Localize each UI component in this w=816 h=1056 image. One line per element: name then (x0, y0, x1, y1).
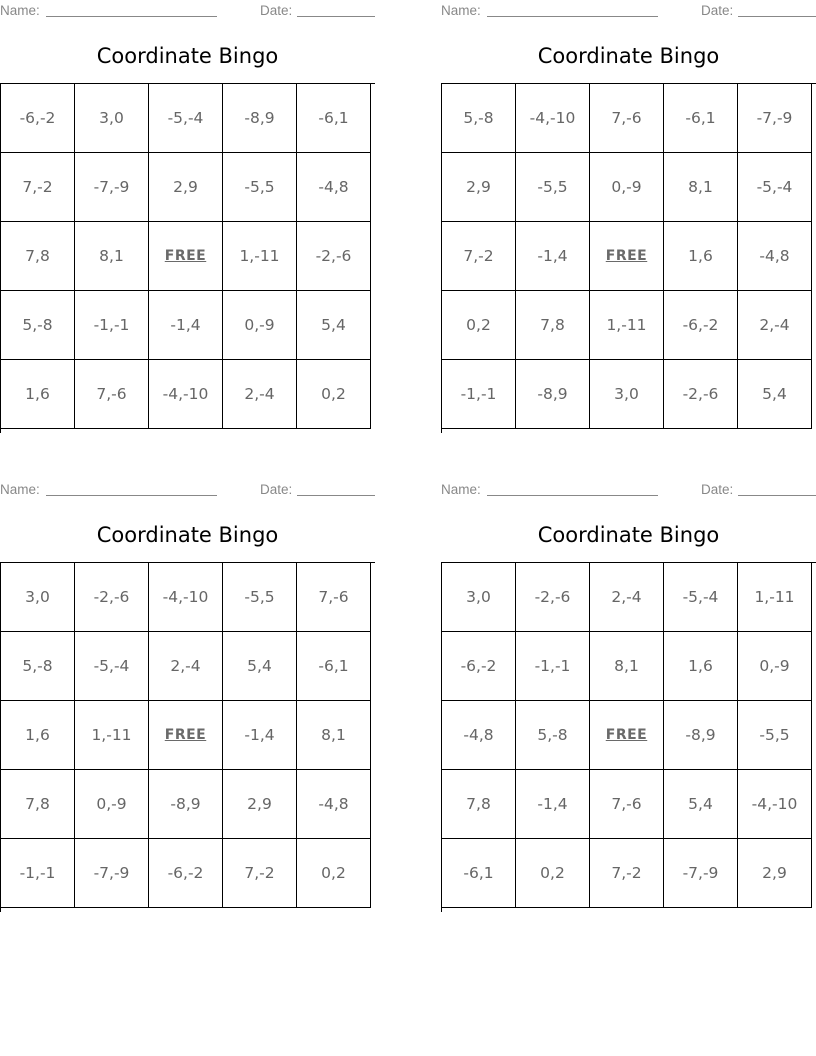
cell-value: -1,4 (537, 247, 568, 265)
cell-value: 2,9 (762, 864, 787, 882)
cell-value: -5,-4 (93, 657, 130, 675)
cell-value: -1,4 (170, 316, 201, 334)
free-space (149, 701, 223, 770)
bingo-cell (1, 839, 75, 908)
free-space-label: FREE (605, 727, 648, 743)
bingo-cell (516, 839, 590, 908)
cell-value: 7,8 (25, 795, 50, 813)
cell-value: 7,8 (466, 795, 491, 813)
date-label: Date: (260, 3, 293, 18)
bingo-cell (75, 360, 149, 429)
card-header (0, 3, 375, 19)
bingo-cell (590, 84, 664, 153)
bingo-cell (297, 84, 371, 153)
bingo-grid (0, 83, 375, 433)
bingo-cell (590, 563, 664, 632)
date-line (297, 495, 375, 496)
bingo-cell (297, 701, 371, 770)
bingo-cell (297, 632, 371, 701)
bingo-cell (223, 770, 297, 839)
cell-value: -5,5 (244, 178, 275, 196)
cell-value: 5,4 (688, 795, 713, 813)
cell-value: 0,-9 (611, 178, 642, 196)
bingo-cell (738, 770, 812, 839)
cell-value: -6,-2 (460, 657, 497, 675)
bingo-cell (516, 632, 590, 701)
free-space (590, 222, 664, 291)
cell-value: 7,8 (25, 247, 50, 265)
cell-value: -8,9 (170, 795, 201, 813)
free-space (590, 701, 664, 770)
bingo-cell (1, 360, 75, 429)
cell-value: 5,-8 (22, 316, 53, 334)
card-header (441, 3, 816, 19)
bingo-cell (297, 360, 371, 429)
card-title: Coordinate Bingo (96, 44, 279, 68)
bingo-cell (738, 839, 812, 908)
cell-value: -5,-4 (756, 178, 793, 196)
bingo-cell (738, 153, 812, 222)
bingo-cell (516, 360, 590, 429)
card-title: Coordinate Bingo (96, 523, 279, 547)
bingo-cell (442, 291, 516, 360)
bingo-cell (1, 563, 75, 632)
bingo-cell (1, 770, 75, 839)
bingo-cell (149, 632, 223, 701)
cell-value: 5,-8 (22, 657, 53, 675)
bingo-cell (664, 291, 738, 360)
cell-value: -2,-6 (93, 588, 130, 606)
bingo-cell (664, 360, 738, 429)
name-line (487, 16, 658, 17)
cell-value: -5,5 (244, 588, 275, 606)
bingo-cell (223, 839, 297, 908)
bingo-cell (223, 153, 297, 222)
bingo-cell (149, 153, 223, 222)
bingo-cell (75, 153, 149, 222)
cell-value: 2,-4 (244, 385, 275, 403)
name-line (46, 16, 217, 17)
cell-value: -4,8 (759, 247, 790, 265)
cell-value: 0,-9 (96, 795, 127, 813)
bingo-cell (75, 222, 149, 291)
bingo-cell (738, 701, 812, 770)
free-space-label: FREE (164, 248, 207, 264)
cell-value: 2,9 (466, 178, 491, 196)
bingo-cell (738, 360, 812, 429)
bingo-grid (0, 562, 375, 912)
bingo-cell (442, 770, 516, 839)
cell-value: -2,-6 (682, 385, 719, 403)
cell-value: 8,1 (614, 657, 639, 675)
cell-value: 8,1 (688, 178, 713, 196)
cell-value: 3,0 (466, 588, 491, 606)
cell-value: 0,2 (466, 316, 491, 334)
bingo-cell (516, 701, 590, 770)
cell-value: -6,1 (685, 109, 716, 127)
bingo-cell (664, 153, 738, 222)
cell-value: -2,-6 (315, 247, 352, 265)
cell-value: -7,-9 (756, 109, 793, 127)
bingo-cell (1, 632, 75, 701)
cell-value: 3,0 (25, 588, 50, 606)
bingo-cell (223, 701, 297, 770)
bingo-cell (75, 632, 149, 701)
cell-value: -6,1 (318, 109, 349, 127)
cell-value: -7,-9 (93, 178, 130, 196)
bingo-cell (297, 153, 371, 222)
bingo-cell (442, 563, 516, 632)
cell-value: -6,-2 (682, 316, 719, 334)
bingo-cell (223, 222, 297, 291)
cell-value: -6,1 (318, 657, 349, 675)
cell-value: 5,-8 (463, 109, 494, 127)
cell-value: -7,-9 (682, 864, 719, 882)
cell-value: 3,0 (99, 109, 124, 127)
bingo-cell (1, 701, 75, 770)
cell-value: -6,-2 (19, 109, 56, 127)
bingo-cell (75, 701, 149, 770)
bingo-cell (75, 291, 149, 360)
bingo-cell (664, 632, 738, 701)
card-title: Coordinate Bingo (537, 44, 720, 68)
bingo-cell (442, 153, 516, 222)
name-line (46, 495, 217, 496)
bingo-cell (664, 770, 738, 839)
cell-value: 1,6 (688, 657, 713, 675)
cell-value: -8,9 (537, 385, 568, 403)
cell-value: 7,-6 (96, 385, 127, 403)
cell-value: 1,6 (25, 726, 50, 744)
cell-value: -4,-10 (529, 109, 576, 127)
cell-value: 1,6 (25, 385, 50, 403)
bingo-cell (442, 360, 516, 429)
free-space-label: FREE (164, 727, 207, 743)
date-label: Date: (701, 3, 734, 18)
cell-value: -4,8 (318, 178, 349, 196)
bingo-cell (442, 839, 516, 908)
bingo-cell (75, 770, 149, 839)
cell-value: 0,2 (540, 864, 565, 882)
bingo-cell (442, 701, 516, 770)
cell-value: 5,-8 (537, 726, 568, 744)
bingo-cell (297, 291, 371, 360)
bingo-cell (590, 291, 664, 360)
card-header (0, 482, 375, 498)
date-line (738, 495, 816, 496)
cell-value: -5,5 (759, 726, 790, 744)
cell-value: 7,-6 (611, 795, 642, 813)
cell-value: 8,1 (321, 726, 346, 744)
bingo-cell (75, 839, 149, 908)
bingo-card-3 (0, 479, 375, 912)
bingo-grid (441, 83, 816, 433)
bingo-cell (297, 563, 371, 632)
bingo-cell (516, 563, 590, 632)
bingo-cell (738, 291, 812, 360)
cell-value: 0,-9 (759, 657, 790, 675)
cell-value: -6,1 (463, 864, 494, 882)
cell-value: 5,4 (247, 657, 272, 675)
bingo-cell (223, 84, 297, 153)
cell-value: -7,-9 (93, 864, 130, 882)
date-label: Date: (260, 482, 293, 497)
cell-value: 7,-6 (611, 109, 642, 127)
bingo-cell (738, 222, 812, 291)
bingo-cell (590, 839, 664, 908)
cell-value: -5,-4 (167, 109, 204, 127)
bingo-cell (75, 563, 149, 632)
cell-value: -2,-6 (534, 588, 571, 606)
bingo-cell (149, 563, 223, 632)
date-line (738, 16, 816, 17)
cell-value: 0,2 (321, 864, 346, 882)
bingo-cell (1, 153, 75, 222)
cell-value: -8,9 (685, 726, 716, 744)
bingo-cell (442, 632, 516, 701)
cell-value: 2,9 (173, 178, 198, 196)
bingo-cell (149, 839, 223, 908)
bingo-cell (738, 563, 812, 632)
bingo-cell (297, 770, 371, 839)
name-label: Name: (441, 3, 481, 18)
bingo-card-1 (0, 0, 375, 433)
bingo-cell (664, 563, 738, 632)
cell-value: 5,4 (762, 385, 787, 403)
cell-value: 1,-11 (606, 316, 647, 334)
bingo-cell (738, 632, 812, 701)
date-label: Date: (701, 482, 734, 497)
bingo-cell (149, 770, 223, 839)
cell-value: -5,-4 (682, 588, 719, 606)
bingo-cell (297, 839, 371, 908)
bingo-cell (149, 291, 223, 360)
cell-value: 7,-2 (22, 178, 53, 196)
bingo-cell (516, 222, 590, 291)
bingo-cell (223, 291, 297, 360)
bingo-cell (664, 839, 738, 908)
cell-value: 2,9 (247, 795, 272, 813)
name-label: Name: (441, 482, 481, 497)
bingo-card-2 (441, 0, 816, 433)
cell-value: -1,4 (537, 795, 568, 813)
cell-value: 5,4 (321, 316, 346, 334)
cell-value: -4,-10 (162, 588, 209, 606)
bingo-cell (516, 770, 590, 839)
bingo-cell (223, 360, 297, 429)
cell-value: -4,8 (463, 726, 494, 744)
bingo-cell (738, 84, 812, 153)
bingo-cell (149, 84, 223, 153)
bingo-cell (516, 153, 590, 222)
free-space (149, 222, 223, 291)
cell-value: 7,-6 (318, 588, 349, 606)
cell-value: 0,2 (321, 385, 346, 403)
cell-value: 7,-2 (611, 864, 642, 882)
cell-value: 0,-9 (244, 316, 275, 334)
cell-value: 7,-2 (244, 864, 275, 882)
name-label: Name: (0, 3, 40, 18)
bingo-cell (1, 84, 75, 153)
bingo-grid (441, 562, 816, 912)
date-line (297, 16, 375, 17)
cell-value: 7,8 (540, 316, 565, 334)
cell-value: 1,6 (688, 247, 713, 265)
bingo-cell (1, 291, 75, 360)
cell-value: -6,-2 (167, 864, 204, 882)
bingo-cell (297, 222, 371, 291)
cell-value: -4,-10 (751, 795, 798, 813)
cell-value: -1,-1 (93, 316, 130, 334)
cell-value: 1,-11 (91, 726, 132, 744)
card-title: Coordinate Bingo (537, 523, 720, 547)
cell-value: 7,-2 (463, 247, 494, 265)
bingo-cell (516, 84, 590, 153)
bingo-cell (664, 222, 738, 291)
cell-value: -1,-1 (534, 657, 571, 675)
bingo-card-4 (441, 479, 816, 912)
bingo-cell (223, 563, 297, 632)
bingo-cell (149, 360, 223, 429)
bingo-cell (590, 632, 664, 701)
cell-value: 2,-4 (170, 657, 201, 675)
bingo-cell (442, 222, 516, 291)
bingo-cell (223, 632, 297, 701)
cell-value: 8,1 (99, 247, 124, 265)
name-label: Name: (0, 482, 40, 497)
cell-value: -8,9 (244, 109, 275, 127)
cell-value: -4,-10 (162, 385, 209, 403)
cell-value: 2,-4 (759, 316, 790, 334)
cell-value: -1,-1 (460, 385, 497, 403)
cell-value: -5,5 (537, 178, 568, 196)
bingo-cell (590, 153, 664, 222)
cell-value: -4,8 (318, 795, 349, 813)
cell-value: 2,-4 (611, 588, 642, 606)
cell-value: -1,-1 (19, 864, 56, 882)
bingo-cell (590, 360, 664, 429)
cell-value: 1,-11 (754, 588, 795, 606)
cell-value: 1,-11 (239, 247, 280, 265)
bingo-cell (664, 84, 738, 153)
cell-value: -1,4 (244, 726, 275, 744)
free-space-label: FREE (605, 248, 648, 264)
bingo-cell (75, 84, 149, 153)
bingo-cell (664, 701, 738, 770)
bingo-cell (1, 222, 75, 291)
bingo-cell (516, 291, 590, 360)
bingo-cell (442, 84, 516, 153)
card-header (441, 482, 816, 498)
name-line (487, 495, 658, 496)
cell-value: 3,0 (614, 385, 639, 403)
bingo-cell (590, 770, 664, 839)
